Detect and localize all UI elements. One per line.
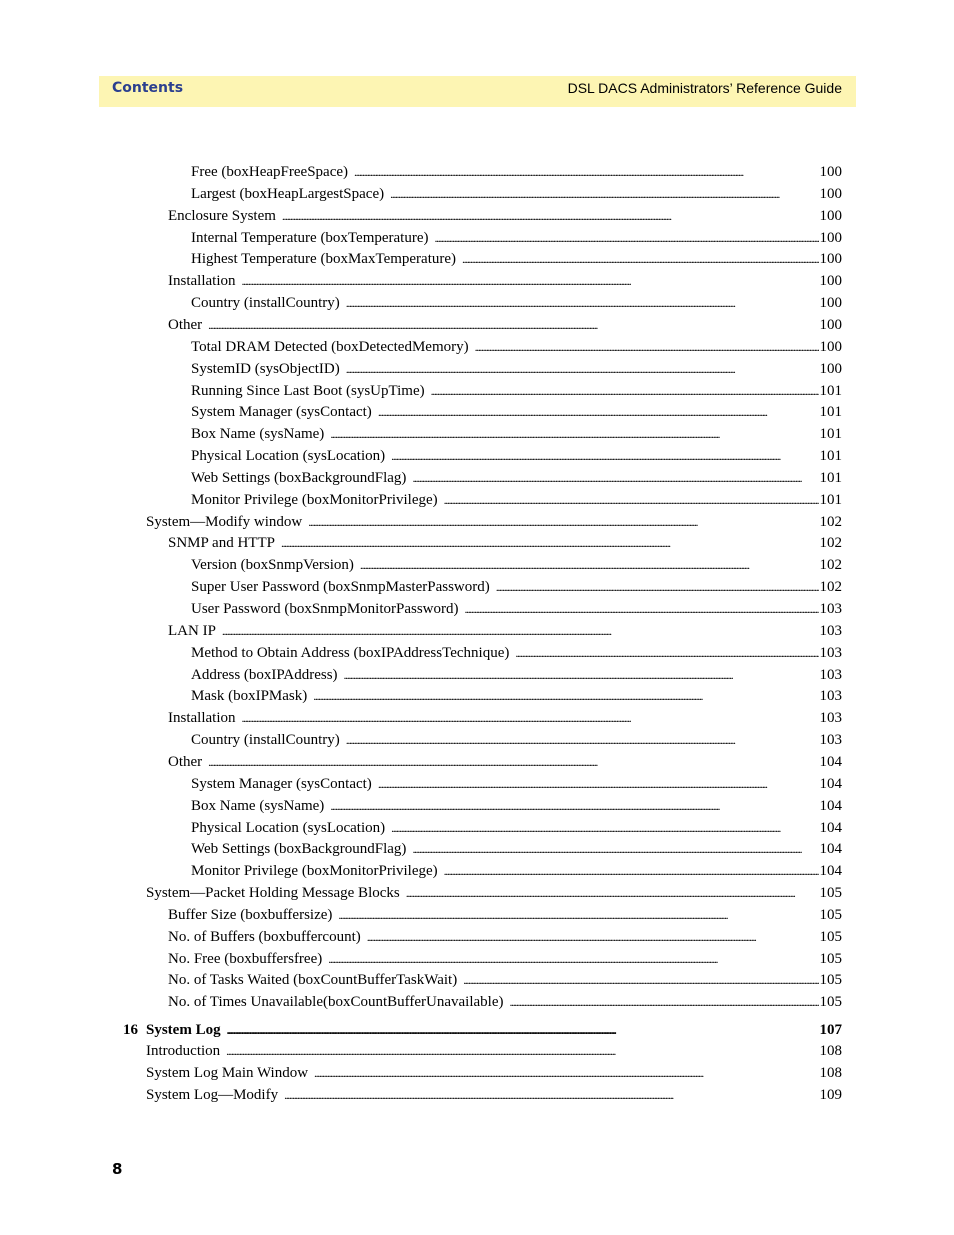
- dot-leader: [390, 185, 818, 203]
- toc-entry-page: 103: [819, 732, 842, 749]
- toc-entry-title: Enclosure System: [168, 207, 276, 224]
- toc-entry[interactable]: [191, 666, 842, 684]
- toc-entry-page: 104: [819, 863, 842, 880]
- toc-entry-page: 100: [819, 273, 842, 290]
- dot-leader: [284, 1086, 818, 1104]
- toc-entry-page: 105: [819, 885, 842, 902]
- toc-entry[interactable]: [191, 797, 842, 815]
- toc-entry-page: 104: [819, 841, 842, 858]
- toc-entry-title: Free (boxHeapFreeSpace): [191, 164, 349, 180]
- page-number: 8: [112, 1160, 123, 1178]
- toc-entry-page: 105: [819, 994, 842, 1011]
- toc-entry[interactable]: [191, 229, 842, 247]
- toc-entry-page: 100: [819, 360, 842, 377]
- toc-entry[interactable]: [168, 928, 842, 946]
- toc-entry-title: Running Since Last Boot (sysUpTime): [191, 382, 425, 399]
- dot-leader: [444, 491, 819, 509]
- toc-entry-page: 104: [819, 753, 842, 770]
- page-header: [99, 76, 856, 107]
- toc-entry[interactable]: [146, 1042, 842, 1060]
- toc-entry[interactable]: [191, 294, 842, 312]
- dot-leader: [475, 338, 819, 356]
- toc-entry-title: System Log: [146, 1022, 221, 1038]
- toc-entry-page: 109: [819, 1086, 842, 1103]
- toc-entry-title: Introduction: [146, 1043, 221, 1059]
- toc-entry-page: 108: [819, 1043, 842, 1059]
- toc-entry-title: Web Settings (boxBackgroundFlag): [191, 841, 407, 858]
- toc-entry-title: Buffer Size (boxbuffersize): [168, 906, 333, 923]
- toc-entry-title: Other: [168, 316, 203, 333]
- toc-entry-title: Installation: [168, 273, 236, 290]
- dot-leader: [378, 403, 819, 421]
- toc-entry-page: 102: [819, 557, 842, 574]
- toc-entry[interactable]: [191, 644, 842, 662]
- toc-entry-title: System—Packet Holding Message Blocks: [146, 885, 400, 902]
- dot-leader: [391, 447, 818, 465]
- dot-leader: [330, 425, 818, 443]
- toc-entry[interactable]: [146, 1021, 842, 1039]
- dot-leader: [282, 207, 819, 225]
- toc-entry-title: Super User Password (boxSnmpMasterPassword): [191, 579, 490, 596]
- toc-entry-page: 102: [819, 535, 842, 552]
- toc-entry[interactable]: [168, 272, 842, 290]
- toc-entry-title: Country (installCountry): [191, 732, 340, 749]
- toc-entry[interactable]: [191, 185, 842, 203]
- toc-entry-page: 103: [819, 666, 842, 683]
- toc-entry[interactable]: [146, 884, 842, 902]
- toc-entry-title: Version (boxSnmpVersion): [191, 557, 354, 574]
- toc-entry-title: Internal Temperature (boxTemperature): [191, 229, 429, 246]
- toc-entry[interactable]: [191, 163, 842, 181]
- dot-leader: [391, 819, 818, 837]
- dot-leader: [496, 578, 819, 596]
- toc-entry-page: 105: [819, 950, 842, 967]
- dot-leader: [346, 294, 819, 312]
- toc-entry[interactable]: [146, 1064, 842, 1082]
- toc-entry[interactable]: [191, 382, 842, 400]
- toc-entry[interactable]: [191, 360, 842, 378]
- toc-entry-page: 103: [819, 688, 842, 705]
- toc-entry-title: Country (installCountry): [191, 295, 340, 312]
- toc-entry[interactable]: [168, 316, 842, 334]
- dot-leader: [313, 687, 818, 705]
- dot-leader: [465, 600, 819, 618]
- toc-entry-page: 101: [819, 404, 842, 421]
- dot-leader: [242, 272, 819, 290]
- toc-entry-page: 101: [819, 469, 842, 486]
- toc-entry[interactable]: [191, 775, 842, 793]
- toc-entry-title: User Password (boxSnmpMonitorPassword): [191, 601, 459, 617]
- toc-entry-title: System—Modify window: [146, 513, 303, 530]
- toc-entry-title: Physical Location (sysLocation): [191, 448, 386, 465]
- dot-leader: [444, 862, 819, 880]
- toc-entry-title: Mask (boxIPMask): [191, 688, 308, 705]
- toc-entry[interactable]: [146, 1086, 842, 1104]
- toc-entry-title: System Manager (sysContact): [191, 404, 372, 421]
- dot-leader: [328, 950, 818, 968]
- toc-entry-page: 104: [819, 819, 842, 836]
- toc-entry-page: 100: [819, 316, 842, 333]
- toc-entry[interactable]: [168, 709, 842, 727]
- toc-entry-page: 100: [819, 185, 842, 202]
- toc-entry-page: 105: [819, 972, 842, 989]
- toc-entry-page: 100: [819, 295, 842, 312]
- dot-leader: [354, 163, 818, 181]
- toc-entry-page: 104: [819, 775, 842, 792]
- toc-entry-page: 105: [819, 928, 842, 945]
- dot-leader: [281, 534, 819, 552]
- toc-entry-page: 105: [819, 906, 842, 923]
- toc-entry[interactable]: [168, 950, 842, 968]
- toc-entry-title: Largest (boxHeapLargestSpace): [191, 185, 385, 202]
- toc-entry-title: Other: [168, 753, 203, 770]
- dot-leader: [208, 753, 818, 771]
- toc-entry-title: LAN IP: [168, 622, 216, 639]
- toc-entry-page: 102: [819, 579, 842, 596]
- dot-leader: [346, 360, 819, 378]
- toc-entry[interactable]: [191, 338, 842, 356]
- dot-leader: [367, 928, 819, 946]
- toc-entry-title: Web Settings (boxBackgroundFlag): [191, 469, 407, 486]
- toc-entry-title: SNMP and HTTP: [168, 535, 275, 552]
- dot-leader: [435, 229, 819, 247]
- toc-entry-page: 101: [819, 426, 842, 443]
- toc-entry-page: 104: [819, 797, 842, 814]
- toc-entry-title: Address (boxIPAddress): [191, 666, 338, 683]
- toc-entry-title: SystemID (sysObjectID): [191, 360, 340, 377]
- toc-entry-page: 103: [819, 622, 842, 639]
- toc-entry[interactable]: [168, 993, 842, 1011]
- toc-entry-title: Highest Temperature (boxMaxTemperature): [191, 251, 457, 268]
- toc-entry[interactable]: [191, 840, 842, 858]
- toc-entry-page: 103: [819, 710, 842, 727]
- toc-entry-title: No. Free (boxbuffersfree): [168, 950, 323, 967]
- dot-leader: [515, 644, 818, 662]
- dot-leader: [226, 1042, 818, 1060]
- toc-entry[interactable]: [146, 513, 842, 531]
- toc-entry[interactable]: [168, 622, 842, 640]
- toc-entry[interactable]: [191, 600, 842, 618]
- dot-leader: [222, 622, 819, 640]
- toc-entry[interactable]: [168, 971, 842, 989]
- dot-leader: [346, 731, 819, 749]
- toc-entry-title: Monitor Privilege (boxMonitorPrivilege): [191, 863, 438, 880]
- dot-leader: [462, 250, 818, 268]
- toc-entry[interactable]: [191, 687, 842, 705]
- toc-entry[interactable]: [191, 250, 842, 268]
- toc-entry-page: 107: [819, 1022, 842, 1038]
- toc-entry[interactable]: [191, 556, 842, 574]
- toc-entry[interactable]: [191, 469, 842, 487]
- chapter-number: 16: [123, 1022, 138, 1038]
- toc-entry-title: System Log Main Window: [146, 1064, 309, 1081]
- toc-entry-title: Monitor Privilege (boxMonitorPrivilege): [191, 491, 438, 508]
- toc-entry-title: No. of Buffers (boxbuffercount): [168, 928, 361, 945]
- toc-entry[interactable]: [191, 425, 842, 443]
- toc-entry-page: 108: [819, 1064, 842, 1081]
- toc-entry-title: System Manager (sysContact): [191, 775, 372, 792]
- toc-entry[interactable]: [191, 447, 842, 465]
- dot-leader: [330, 797, 818, 815]
- toc-entry-title: System Log—Modify: [146, 1086, 279, 1103]
- dot-leader: [344, 666, 819, 684]
- toc-entry-title: Total DRAM Detected (boxDetectedMemory): [191, 338, 469, 355]
- toc-entry-page: 103: [819, 644, 842, 661]
- toc-entry[interactable]: [168, 534, 842, 552]
- toc-entry-page: 103: [819, 601, 842, 617]
- toc-entry[interactable]: [191, 403, 842, 421]
- toc-entry-title: Physical Location (sysLocation): [191, 819, 386, 836]
- toc-entry-title: No. of Times Unavailable(boxCountBufferUnavailable): [168, 994, 504, 1011]
- dot-leader: [338, 906, 818, 924]
- toc-entry-title: Method to Obtain Address (boxIPAddressTechnique): [191, 644, 510, 661]
- dot-leader: [378, 775, 819, 793]
- toc-entry-page: 100: [819, 251, 842, 268]
- toc-entry-page: 102: [819, 513, 842, 530]
- toc-entry-page: 100: [819, 229, 842, 246]
- dot-leader: [360, 556, 819, 574]
- toc-entry-page: 101: [819, 491, 842, 508]
- toc-entry[interactable]: [191, 491, 842, 509]
- toc-entry[interactable]: [168, 753, 842, 771]
- toc-entry-title: Box Name (sysName): [191, 426, 325, 443]
- toc-entry-title: Installation: [168, 710, 236, 727]
- dot-leader: [227, 1021, 819, 1039]
- dot-leader: [314, 1064, 818, 1082]
- dot-leader: [431, 382, 819, 400]
- dot-leader: [412, 840, 818, 858]
- guide-title: DSL DACS Administrators’ Reference Guide: [567, 80, 842, 96]
- dot-leader: [406, 884, 819, 902]
- section-label: Contents: [112, 80, 184, 96]
- toc-entry-page: 101: [819, 382, 842, 399]
- toc-entry[interactable]: [168, 906, 842, 924]
- dot-leader: [242, 709, 819, 727]
- toc-entry-page: 100: [819, 164, 842, 180]
- toc-entry[interactable]: [191, 731, 842, 749]
- dot-leader: [308, 513, 818, 531]
- toc-entry[interactable]: [168, 207, 842, 225]
- dot-leader: [463, 971, 818, 989]
- dot-leader: [510, 993, 819, 1011]
- toc-entry-title: Box Name (sysName): [191, 797, 325, 814]
- toc-entry-page: 100: [819, 338, 842, 355]
- toc-entry[interactable]: [191, 862, 842, 880]
- toc-entry-title: No. of Tasks Waited (boxCountBufferTaskWait): [168, 972, 458, 989]
- toc-entry-page: 101: [819, 448, 842, 465]
- toc-entry[interactable]: [191, 578, 842, 596]
- dot-leader: [208, 316, 818, 334]
- toc-entry[interactable]: [191, 819, 842, 837]
- toc-entry-page: 100: [819, 207, 842, 224]
- dot-leader: [412, 469, 818, 487]
